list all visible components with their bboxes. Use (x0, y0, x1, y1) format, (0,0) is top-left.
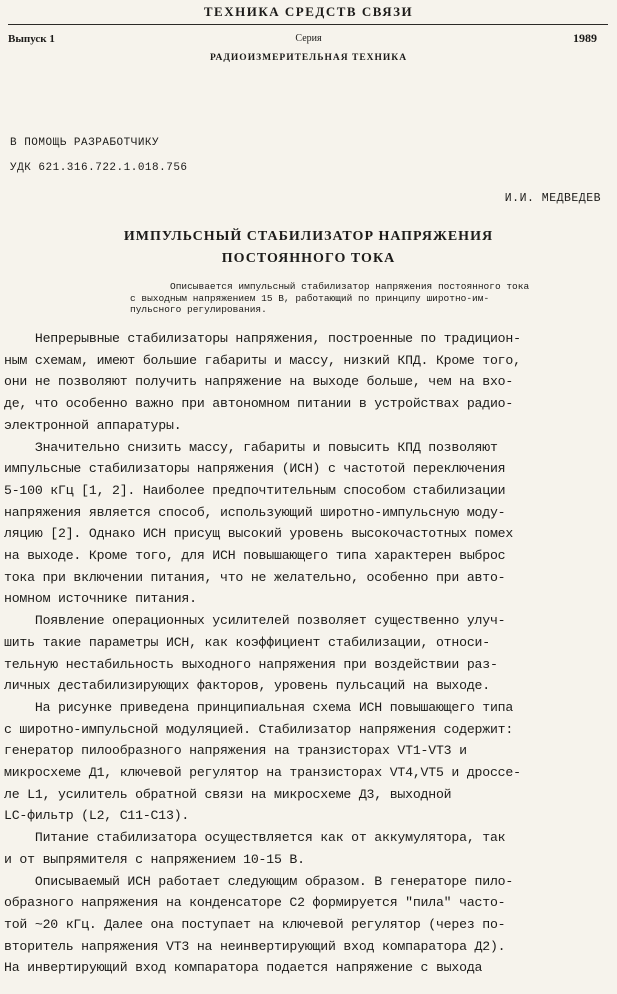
body-line: Питание стабилизатора осуществляется как от аккумулятора, так (4, 830, 506, 846)
author: И.И. МЕДВЕДЕВ (504, 192, 601, 205)
body-line: генератор пилообразного напряжения на транзисторах VT1-VT3 и (4, 743, 467, 759)
body-line: напряжения является способ, использующий широтно-импульсную моду- (4, 504, 506, 520)
body-line: электронной аппаратуры. (4, 417, 182, 433)
body-line: той ~20 кГц. Далее она поступает на ключевой регулятор (через по- (4, 916, 506, 932)
body-line: Описываемый ИСН работает следующим образом. В генераторе пило- (4, 873, 514, 889)
body-line: тока при включении питания, что не желательно, особенно при авто- (4, 569, 506, 585)
title-line: ИМПУЛЬСНЫЙ СТАБИЛИЗАТОР НАПРЯЖЕНИЯ (123, 229, 494, 244)
body-line: тельную нестабильность выходного напряжения при воздействии раз- (4, 656, 498, 672)
body-line: микросхеме Д1, ключевой регулятор на транзисторах VT4,VT5 и дроссе- (4, 765, 521, 781)
body-line: образного напряжения на конденсаторе С2 формируется "пила" часто- (4, 895, 506, 911)
body-line: ляцию [2]. Однако ИСН присущ высокий уровень высокочастотных помех (4, 526, 514, 542)
body-line: шить такие параметры ИСН, как коэффициент стабилизации, относи- (4, 634, 490, 650)
abstract (130, 281, 615, 316)
journal-title: ТЕХНИКА СРЕДСТВ СВЯЗИ (203, 4, 414, 19)
body-line: личных дестабилизирующих факторов, уровень пульсаций на выходе. (4, 678, 490, 694)
article-body (4, 328, 612, 979)
udc-code: УДК 621.316.722.1.018.756 (10, 162, 188, 174)
body-line: на выходе. Кроме того, для ИСН повышающего типа характерен выброс (4, 548, 506, 564)
body-line: номном источнике питания. (4, 591, 197, 607)
body-line: На инвертирующий вход компаратора подается напряжение с выхода (4, 960, 483, 976)
abstract-line: Описывается импульсный стабилизатор напряжения постоянного тока (170, 281, 530, 292)
body-line: LC-фильтр (L2, C11-C13). (4, 808, 190, 824)
abstract-line: пульсного регулирования. (130, 304, 267, 315)
body-line: Непрерывные стабилизаторы напряжения, построенные по традицион- (4, 331, 521, 346)
body-line: Значительно снизить массу, габариты и повысить КПД позволяют (4, 439, 498, 455)
body-line: они не позволяют получить напряжение на выходе больше, чем на вхо- (4, 374, 514, 390)
article-title (0, 226, 617, 270)
body-line: импульсные стабилизаторы напряжения (ИСН) с частотой переключения (4, 461, 506, 477)
body-line: Появление операционных усилителей позволяет существенно улуч- (4, 613, 506, 629)
series-name: РАДИОИЗМЕРИТЕЛЬНАЯ ТЕХНИКА (209, 53, 408, 63)
body-line: ле L1, усилитель обратной связи на микросхеме Д3, выходной (4, 786, 452, 802)
issue-label: Выпуск 1 (8, 33, 55, 45)
year-label: 1989 (573, 31, 597, 45)
header-divider (8, 24, 608, 25)
title-line: ПОСТОЯННОГО ТОКА (221, 251, 396, 266)
body-line: де, что особенно важно при автономном питании в устройствах радио- (4, 396, 514, 412)
body-line: ным схемам, имеют большие габариты и массу, низкий КПД. Кроме того, (4, 352, 521, 368)
series-label: Серия (295, 33, 322, 44)
body-line: и от выпрямителя с напряжением 10-15 В. (4, 851, 305, 867)
body-line: На рисунке приведена принципиальная схема ИСН повышающего типа (4, 699, 514, 715)
body-line: 5-100 кГц [1, 2]. Наиболее предпочтительным способом стабилизации (4, 482, 506, 498)
abstract-line: с выходным напряжением 15 В, работающий по принципу широтно-им- (130, 292, 490, 304)
body-line: с широтно-импульсной модуляцией. Стабилизатор напряжения содержит: (4, 721, 514, 737)
rubric: В ПОМОЩЬ РАЗРАБОТЧИКУ (10, 137, 160, 149)
body-line: вторитель напряжения VT3 на неинвертирующий вход компаратора Д2). (4, 938, 506, 954)
